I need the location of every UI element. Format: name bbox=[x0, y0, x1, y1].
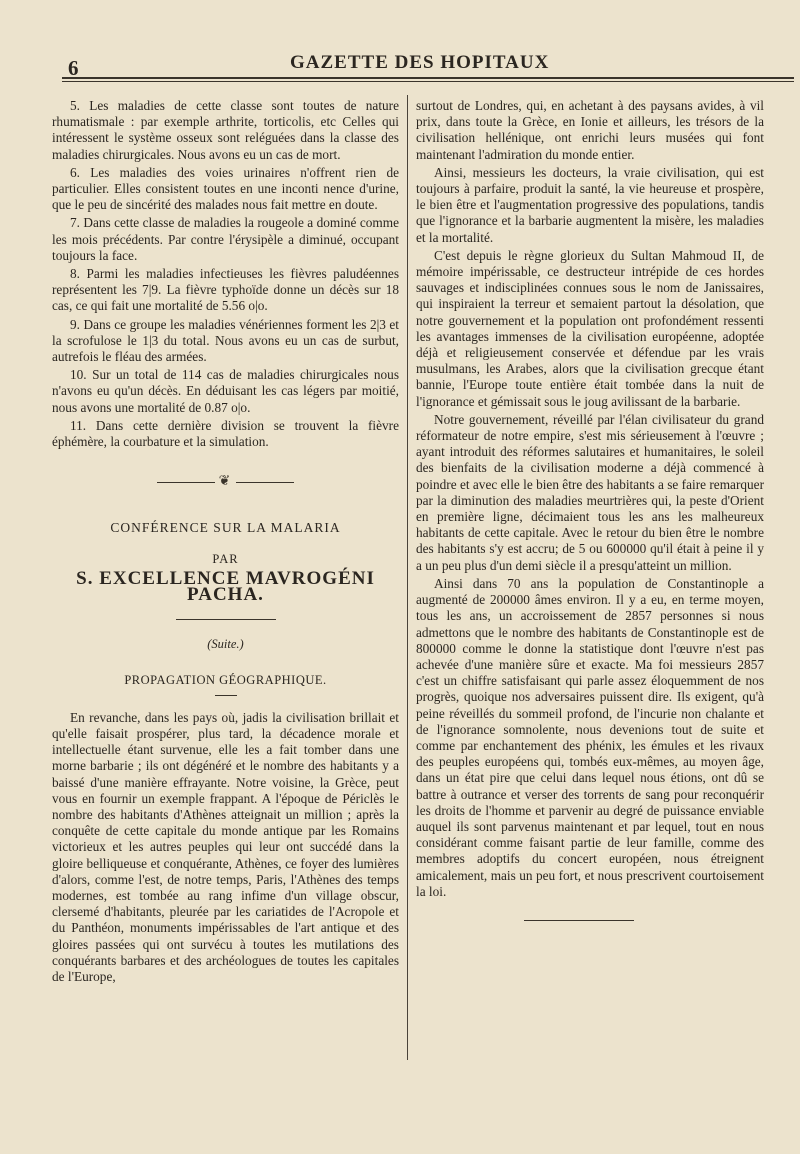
paragraph-item-11: 11. Dans cette dernière division se trouvent la fièvre éphémère, la courbature et la simulation. bbox=[52, 417, 399, 450]
paragraph-continuation: surtout de Londres, qui, en achetant à des paysans avides, à vil prix, dans toute la Grèce, en Ionie et ailleurs, les trésors de la civilisation hellénique, ont enrichi leurs musées qui font maintenant l'admiration du monde entier. bbox=[416, 98, 764, 162]
paragraph-population: Ainsi dans 70 ans la population de Constantinople a augmenté de 200000 âmes environ. Il y a eu, en terme moyen, tous les ans, un accroissement de 2857 personnes si nous admettons que le nombre des habitants de Constantinople est de 800000 comme le donne la statistique dont l'œuvre n'est pas achevée d'une manière sûre et exacte. Ma foi messieurs 2857 c'est un chiffre satisfaisant qui parle assez éloquemment de nos progrès, quoique nos adversaires puissent dire. Ils exigent, qu'à peine réveillés du sommeil profond, de l'incurie non chalante et de l'ignorance somnolente, nous devenions tout de suite et comme par enchantement des phénix, les émules et les rivaux des peuples européens qui, tombés eux-mêmes, au moyen âge, dans un état pire que celui dans lequel nous étions, ont dû se battre à outrance et verser des torrents de sang pour reconquérir les droits de l'homme et parvenir au degré de puissance enviable auquel ils sont parvenus maintenant et par lequel, tout en nous considérant comme faisant partie de leur famille, comme des membres adoptifs du concert européen, nous étreignent amicalement, mais un peu fort, et nous prescrivent courtoisement la loi. bbox=[416, 575, 764, 899]
paragraph-civilisation: Ainsi, messieurs les docteurs, la vraie civilisation, qui est toujours à parfaire, produit la santé, la vie heureuse et prospère, le bien être et l'augmentation progressive des populations, tandis que l'ignorance et la barbarie augmentent la misère, les maladies et la mortalité. bbox=[416, 164, 764, 245]
section-heading: PROPAGATION GÉOGRAPHIQUE. bbox=[124, 673, 327, 688]
paragraph-item-7: 7. Dans cette classe de maladies la rougeole a dominé comme les mois précédents. Par contre l'érysipèle a diminué, occupant toujours la face. bbox=[52, 215, 399, 263]
paragraph-item-8: 8. Parmi les maladies infectieuses les fièvres paludéennes représentent les 7|9. La fièvre typhoïde donne un décès sur 18 cas, ce qui fait une mortalité de 5.56 o|o. bbox=[52, 266, 399, 314]
paragraph-item-6: 6. Les maladies des voies urinaires n'offrent rien de particulier. Elles consistent toutes en une inconti nence d'urine, que le peu de sincérité des malades nous fait mettre en doute. bbox=[52, 164, 399, 213]
header-rule-thin bbox=[62, 81, 794, 82]
paragraph-gouvernement: Notre gouvernement, réveillé par l'élan civilisateur du grand réformateur de notre empire, s'est mis sérieusement à l'œuvre ; ayant introduit des réformes salutaires et humanitaires, le soleil des bienfaits de la civilisation moderne a déjà commencé à poindre et avec elle le bien être des habitants a se faire remarquer par la diminution des maladies meurtrières qui, la peste d'Orient en première ligne, décimaient tous les ans les malheureux habitants de cette capitale. Avec le retour du bien être le nombre des habitants s'y est accru; de 5 ou 600000 qu'il était à peine il y a un peu plus d'un demi siècle il a presqu'atteint un million. bbox=[416, 411, 764, 573]
end-rule bbox=[524, 920, 634, 921]
fleuron-ornament: ❦ bbox=[52, 474, 399, 490]
title-rule bbox=[176, 619, 276, 620]
left-column bbox=[52, 98, 399, 987]
section-paragraph: En revanche, dans les pays où, jadis la civilisation brillait et qu'elle faisait prospérer, plus tard, la décadence morale et intellectuelle étant survenue, elle les a fait tomber dans une morne barbarie ; ils ont dégénéré et le nombre des habitants y a baissé d'une manière effrayante. Notre voisine, la Grèce, peut vous en fournir un exemple frappant. A l'époque de Périclès le nombre des habitants d'Athènes atteignait un million ; après la conquête de cette capitale du monde antique par les Romains victorieux et les autres peuples qui leur ont succédé dans la gloire belliqueuse et conquérante, Athènes, ce foyer des lumières d'alors, comme l'est, de notre temps, Paris, l'Athènes des temps modernes, est tombée au rang infime d'un village obscur, clersemé d'habitants, pleurée par les cariatides de l'Acropole et du Panthéon, monuments impérissables de l'art antique et des gloires passées qui ont survécu à toutes les mutilations des conquérants barbares et des archéologues de toutes les capitales de l'Europe, bbox=[52, 709, 399, 984]
suite-label: (Suite.) bbox=[207, 637, 244, 652]
column-divider bbox=[407, 95, 408, 1060]
conference-par: PAR bbox=[212, 551, 239, 566]
paragraph-item-10: 10. Sur un total de 114 cas de maladies chirurgicales nous n'avons eu qu'un décès. En déduisant les cas légers par moitié, nous avons une mortalité de 0.87 o|o. bbox=[52, 367, 399, 415]
section-rule bbox=[215, 695, 237, 696]
right-column bbox=[416, 98, 764, 921]
running-title: GAZETTE DES HOPITAUX bbox=[290, 52, 550, 73]
page-number: 6 bbox=[68, 56, 79, 80]
paragraph-item-5: 5. Les maladies de cette classe sont toutes de nature rhumatismale : par exemple arthrite, torticolis, etc Celles qui intéressent le système osseux sont reléguées dans la classe des maladies chirurgicales. Nous avons eu un cas de mort. bbox=[52, 98, 399, 162]
conference-title: CONFÉRENCE SUR LA MALARIA bbox=[110, 520, 341, 536]
header-rule bbox=[62, 77, 794, 79]
conference-author: S. EXCELLENCE MAVROGÉNI PACHA. bbox=[76, 567, 375, 606]
paragraph-mahmoud: C'est depuis le règne glorieux du Sultan Mahmoud II, de mémoire impérissable, ce destructeur intrépide de ces hordes sauvages et indisciplinées connues sous le nom de Janissaires, qui inspiraient la terreur et semaient partout la désolation, que notre gouvernement et la population ont profondément ressenti les avantages immenses de la civilisation européenne, adoptée déjà et religieusement conservée et défendue par les vrais musulmans, les Arabes, alors que la civilisation grecque étant bannie, l'Europe toute entière était tombée dans la nuit de l'ignorance et gémissait sous le joug avilissant de la barbarie. bbox=[416, 247, 764, 409]
paragraph-item-9: 9. Dans ce groupe les maladies vénériennes forment les 2|3 et la scrofulose le 1|3 du total. Nous avons eu un cas de surbut, autrefois le fléau des armées. bbox=[52, 316, 399, 365]
